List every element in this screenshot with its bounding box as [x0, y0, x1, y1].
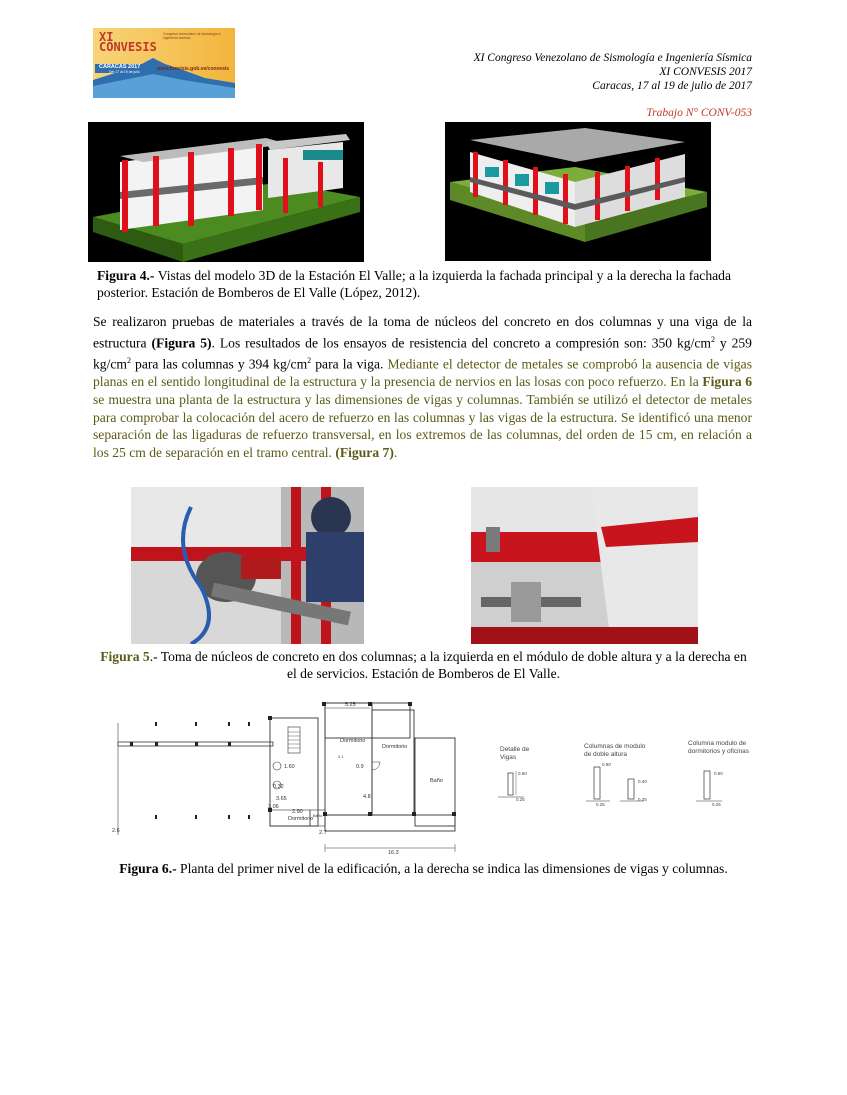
detail-doble-b: 0.40: [638, 779, 647, 784]
plan-dim-4-8: 4.8: [363, 794, 371, 800]
plan-room-dormitorio-2: Dormitorio: [382, 744, 408, 750]
body-text: . Los resultados de los ensayos de resistencia del concreto a compresión son: 350 kg/cm: [211, 335, 711, 351]
running-header: [352, 51, 752, 93]
plan-dim-0-9: 0.9: [356, 764, 364, 770]
figure4-caption: [97, 268, 731, 301]
congress-title: XI Congreso Venezolano de Sismología e Ingeniería Sísmica: [473, 52, 752, 64]
plan-dim-3-65: 3.65: [276, 796, 287, 802]
detail-dorm-title-line1: Columna modulo de: [688, 740, 747, 747]
convesis-logo: [93, 28, 235, 98]
plan-dim-2-7: 2.7: [319, 830, 327, 836]
figure5-reference: (Figura 5): [151, 335, 212, 351]
body-text: para la viga.: [311, 356, 388, 372]
figure4-rear-model-image: [445, 122, 711, 261]
figure6-floor-plan: [110, 700, 462, 855]
plan-dim-2-6: 2.6: [112, 828, 120, 834]
logo-subtitle: Congreso venezolano de sismología e ingeniería sísmica: [163, 32, 221, 40]
detail-vigas-title-line1: Detalle de: [500, 746, 530, 753]
detail-vigas-width: 0.25: [516, 797, 525, 802]
plan-room-dormitorio-1: Dormitorio: [340, 738, 366, 744]
plan-room-dormitorio-3: Dormitorio: [288, 816, 314, 822]
plan-dim-2-90: 2.90: [292, 809, 303, 815]
plan-dim-2-1: 2.1: [338, 754, 344, 759]
figure4-caption-text: Vistas del modelo 3D de la Estación El Valle; a la izquierda la fachada principal y a la derecha la fachada posterior. Estación de Bomberos de El Valle (López, 2012).: [97, 268, 731, 300]
plan-room-bano-2: Baño: [313, 813, 323, 818]
figure5-caption: [95, 649, 752, 682]
logo-title-line1: XI: [99, 30, 114, 44]
figure5-core-drilling-photo-left: [131, 487, 364, 644]
body-text: se muestra una planta de la estructura y las dimensiones de vigas y columnas. También se utilizó el detector de metales para comprobar la colocación del acero de refuerzo en las columnas y las vigas de la estructura. Se identificó una menor separación de las ligaduras de refuerzo transversal, en los extremos de las columnas, del orden de 15 cm, en relación a los 25 cm de separación en el tramo central.: [93, 391, 752, 460]
plan-dim-top: 5.25: [345, 702, 356, 708]
plan-dim-16-3: 16.3: [388, 850, 399, 855]
figure6-section-details: [490, 735, 752, 810]
figure6-reference: Figura 6: [702, 374, 752, 390]
detail-doble-title-line2: de doble altura: [584, 751, 628, 758]
paper-id: Trabajo N° CONV-053: [646, 107, 752, 119]
detail-doble-c: 0.25: [596, 802, 605, 807]
congress-place-date: Caracas, 17 al 19 de julio de 2017: [592, 80, 752, 92]
body-text: para las columnas y 394 kg/cm: [130, 356, 308, 372]
congress-short: XI CONVESIS 2017: [659, 66, 752, 78]
detail-dorm-b: 0.25: [712, 802, 721, 807]
detail-doble-d: 0.25: [638, 797, 647, 802]
superscript: 2: [307, 355, 312, 365]
figure6-caption-text: Planta del primer nivel de la edificación, a la derecha se indica las dimensiones de vigas y columnas.: [176, 861, 728, 876]
detail-dorm-a: 0.60: [714, 771, 723, 776]
body-text: y 259 kg/cm: [93, 335, 752, 372]
body-text: Mediante el detector de metales se comprobó la ausencia de vigas planas en el sentido longitudinal de la estructura y la presencia de nervios en las losas con poco refuerzo. En la: [93, 356, 753, 390]
detail-vigas-height: 0.60: [518, 771, 527, 776]
detail-doble-title-line1: Columnas de modulo: [584, 743, 646, 750]
figure5-caption-text: .- Toma de núcleos de concreto en dos columnas; a la izquierda en el módulo de doble altura y a la derecha en el de servicios. Estación de Bomberos de El Valle.: [149, 649, 747, 681]
logo-place: CARACAS 2017: [99, 64, 141, 70]
figure5-label: Figura 5: [100, 649, 150, 664]
figure7-reference: (Figura 7): [335, 444, 394, 460]
figure6-label: Figura 6.-: [119, 861, 177, 876]
plan-dim-1-60: 1.60: [284, 764, 295, 770]
body-text: .: [393, 444, 398, 460]
plan-dim-3-06: 3.06: [268, 804, 279, 810]
superscript: 2: [710, 334, 715, 344]
body-text: Se realizaron pruebas de materiales a través de la toma de núcleos del concreto en dos columnas y una viga de la estructura: [93, 314, 752, 351]
logo-title-line2: CONVESIS: [99, 40, 157, 54]
logo-dates: Del 17 al 19 de julio: [109, 70, 140, 74]
plan-dim-0-32: 0.32: [273, 784, 284, 790]
body-paragraph: [93, 313, 752, 462]
figure6-caption: [95, 861, 752, 878]
plan-room-bano: Baño: [430, 778, 443, 784]
figure4-label: Figura 4.-: [97, 268, 155, 283]
detail-doble-a: 0.90: [602, 762, 611, 767]
superscript: 2: [126, 355, 131, 365]
detail-vigas-title-line2: Vigas: [500, 754, 517, 761]
detail-dorm-title-line2: dormitorios y oficinas: [688, 748, 750, 755]
logo-url: www.funvisis.gob.ve/convesis: [157, 66, 230, 72]
figure5-core-drilling-photo-right: [471, 487, 698, 644]
figure4-front-model-image: [88, 122, 364, 262]
